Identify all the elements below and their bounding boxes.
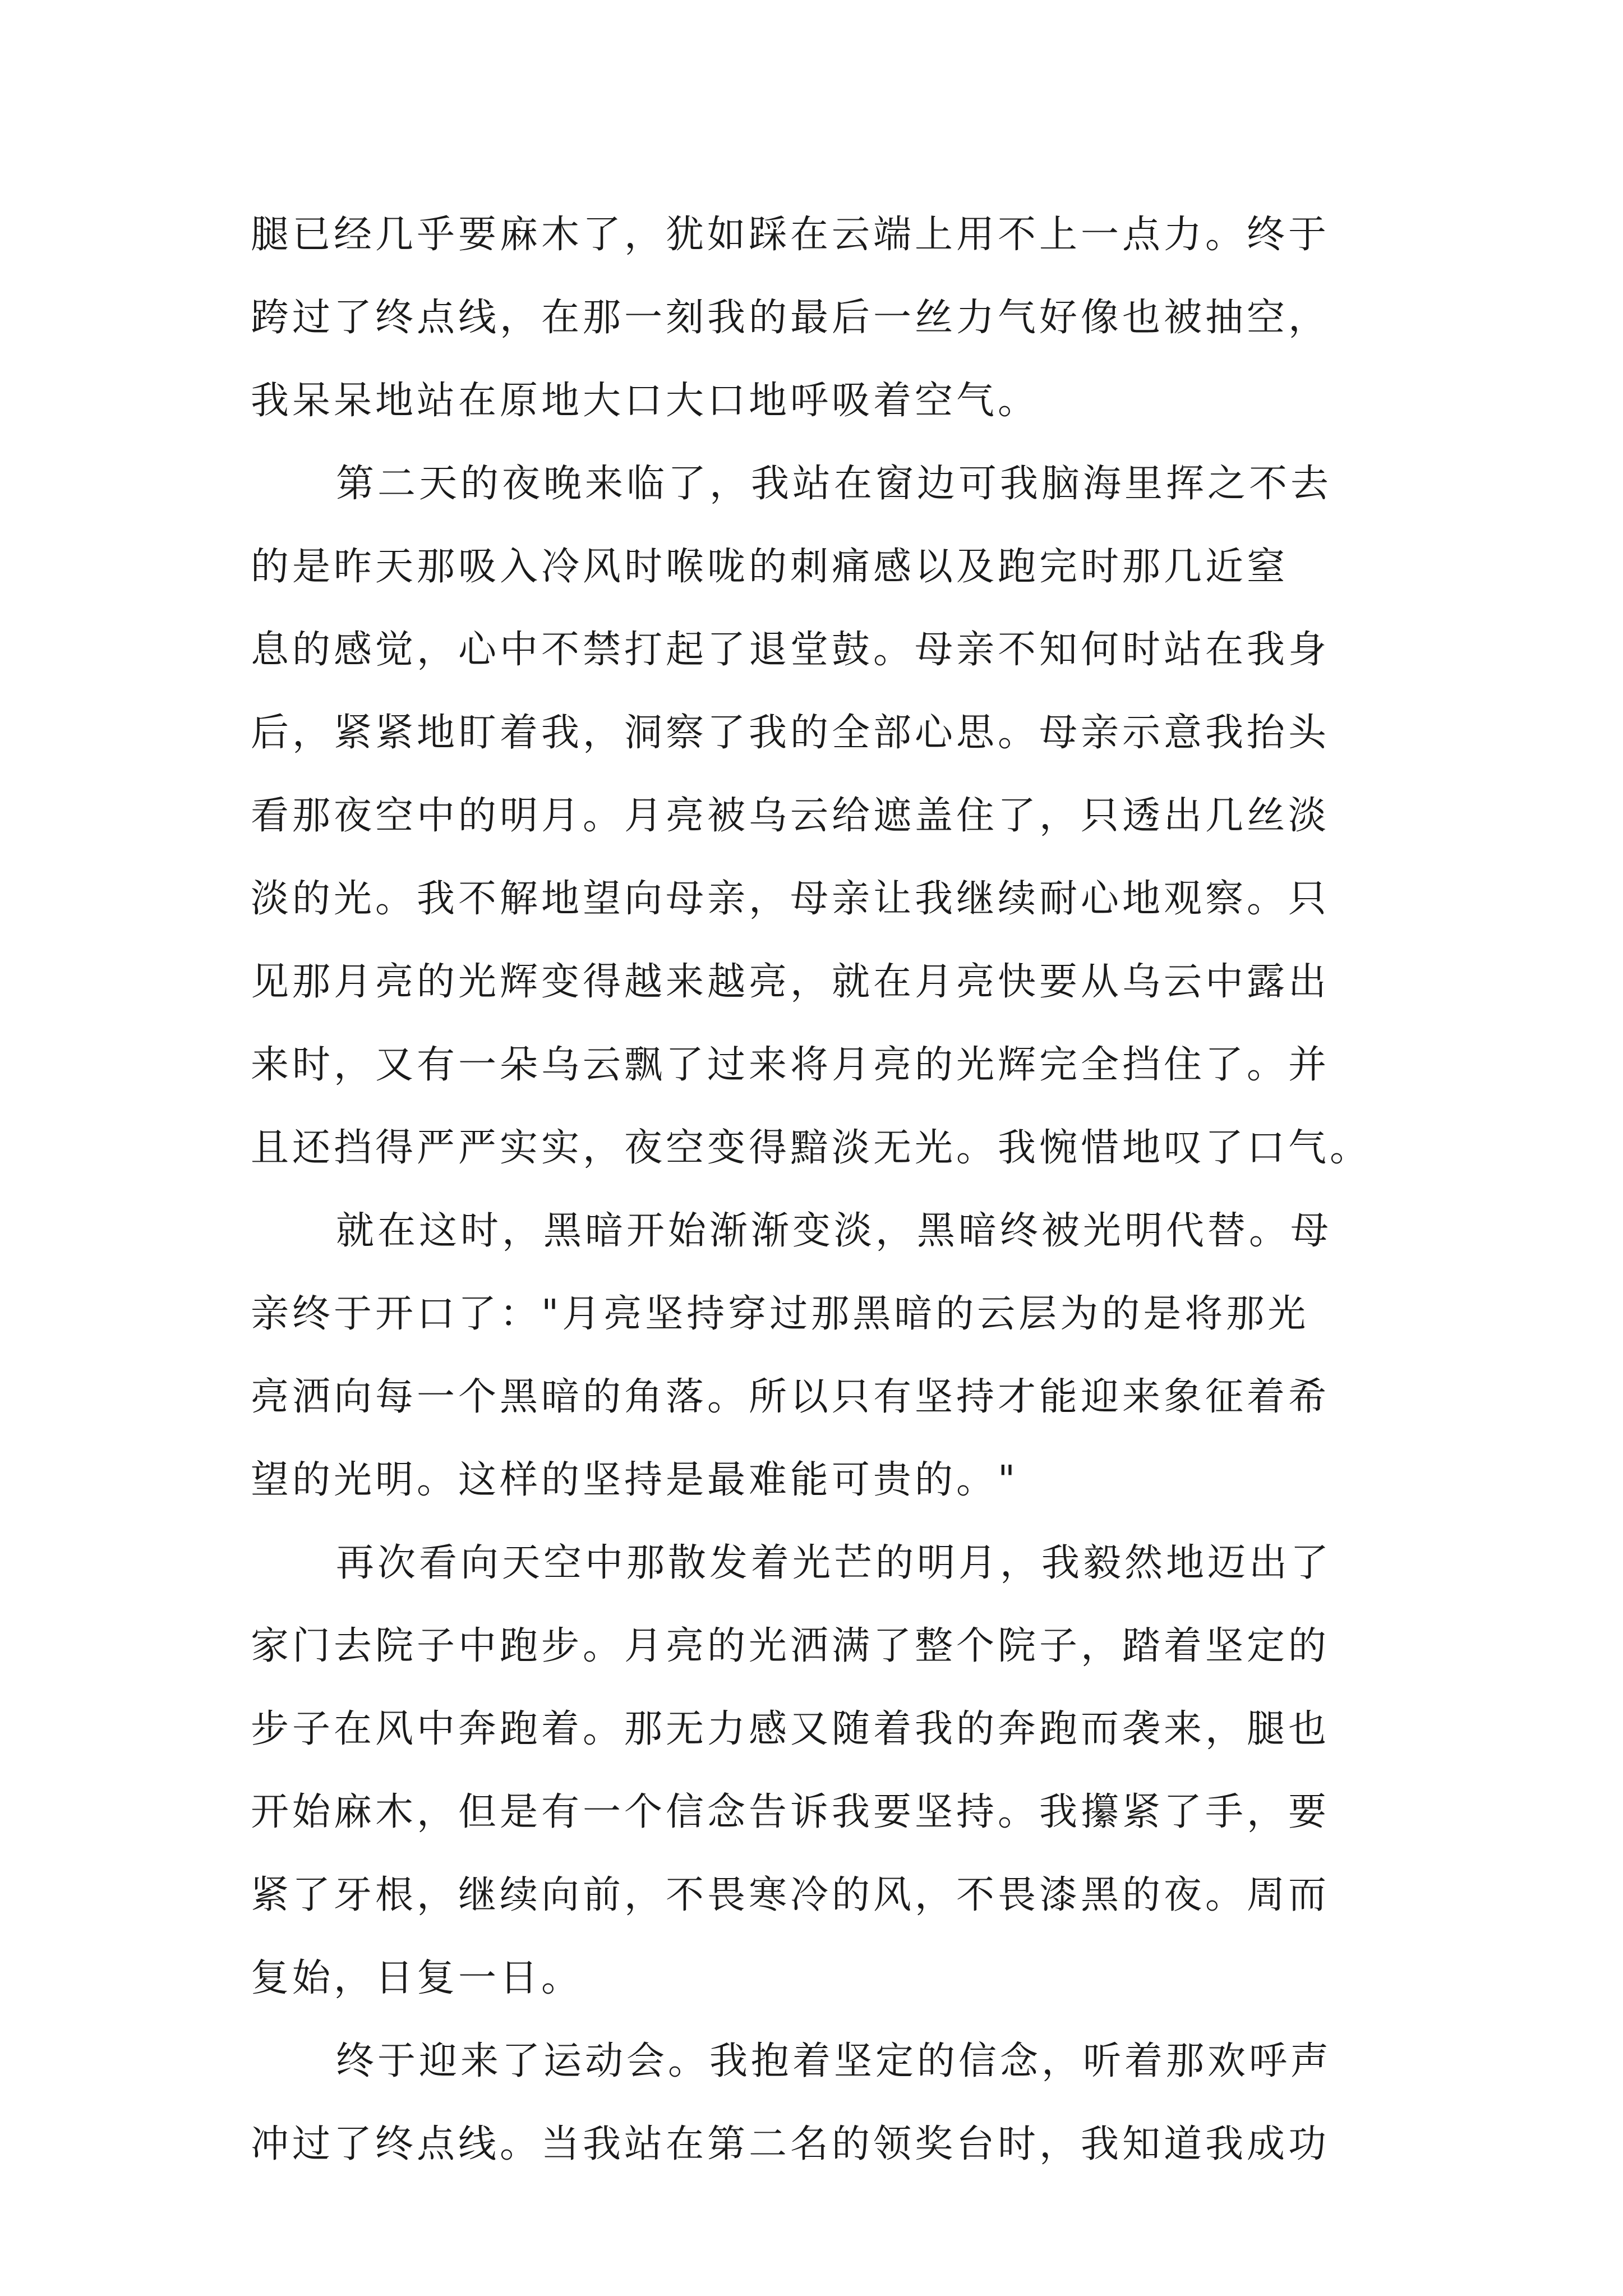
text-line: 望的光明。这样的坚持是最难能可贵的。" — [251, 1458, 1019, 1502]
paragraph-first-line: 终于迎来了运动会。我抱着坚定的信念，听着那欢呼声 — [336, 2039, 1332, 2083]
text-line: 家门去院子中跑步。月亮的光洒满了整个院子，踏着坚定的 — [251, 1624, 1330, 1668]
paragraph-first-line: 就在这时，黑暗开始渐渐变淡，黑暗终被光明代替。母 — [336, 1209, 1332, 1253]
text-line: 息的感觉，心中不禁打起了退堂鼓。母亲不知何时站在我身 — [251, 628, 1330, 672]
text-line: 的是昨天那吸入冷风时喉咙的刺痛感以及跑完时那几近窒 — [251, 545, 1289, 589]
paragraph-first-line: 再次看向天空中那散发着光芒的明月，我毅然地迈出了 — [336, 1541, 1332, 1585]
text-line: 看那夜空中的明月。月亮被乌云给遮盖住了，只透出几丝淡 — [251, 794, 1330, 838]
text-line: 见那月亮的光辉变得越来越亮，就在月亮快要从乌云中露出 — [251, 960, 1330, 1004]
text-line: 复始，日复一日。 — [251, 1956, 583, 2000]
text-line: 亲终于开口了："月亮坚持穿过那黑暗的云层为的是将那光 — [251, 1292, 1310, 1336]
text-line: 跨过了终点线，在那一刻我的最后一丝力气好像也被抽空， — [251, 296, 1330, 340]
text-line: 淡的光。我不解地望向母亲，母亲让我继续耐心地观察。只 — [251, 877, 1330, 921]
text-line: 我呆呆地站在原地大口大口地呼吸着空气。 — [251, 379, 1040, 423]
text-line: 冲过了终点线。当我站在第二名的领奖台时，我知道我成功 — [251, 2122, 1330, 2166]
text-line: 且还挡得严严实实，夜空变得黯淡无光。我惋惜地叹了口气。 — [251, 1126, 1372, 1170]
essay-body — [251, 194, 1400, 2186]
text-line: 紧了牙根，继续向前，不畏寒冷的风，不畏漆黑的夜。周而 — [251, 1873, 1330, 1917]
text-line: 开始麻木，但是有一个信念告诉我要坚持。我攥紧了手，要 — [251, 1790, 1330, 1834]
text-line: 后，紧紧地盯着我，洞察了我的全部心思。母亲示意我抬头 — [251, 711, 1330, 755]
paragraph-first-line: 第二天的夜晚来临了，我站在窗边可我脑海里挥之不去 — [336, 462, 1332, 506]
text-line: 来时，又有一朵乌云飘了过来将月亮的光辉完全挡住了。并 — [251, 1043, 1330, 1087]
text-line: 亮洒向每一个黑暗的角落。所以只有坚持才能迎来象征着希 — [251, 1375, 1330, 1419]
text-line: 腿已经几乎要麻木了，犹如踩在云端上用不上一点力。终于 — [251, 213, 1330, 257]
text-line: 步子在风中奔跑着。那无力感又随着我的奔跑而袭来，腿也 — [251, 1707, 1330, 1751]
